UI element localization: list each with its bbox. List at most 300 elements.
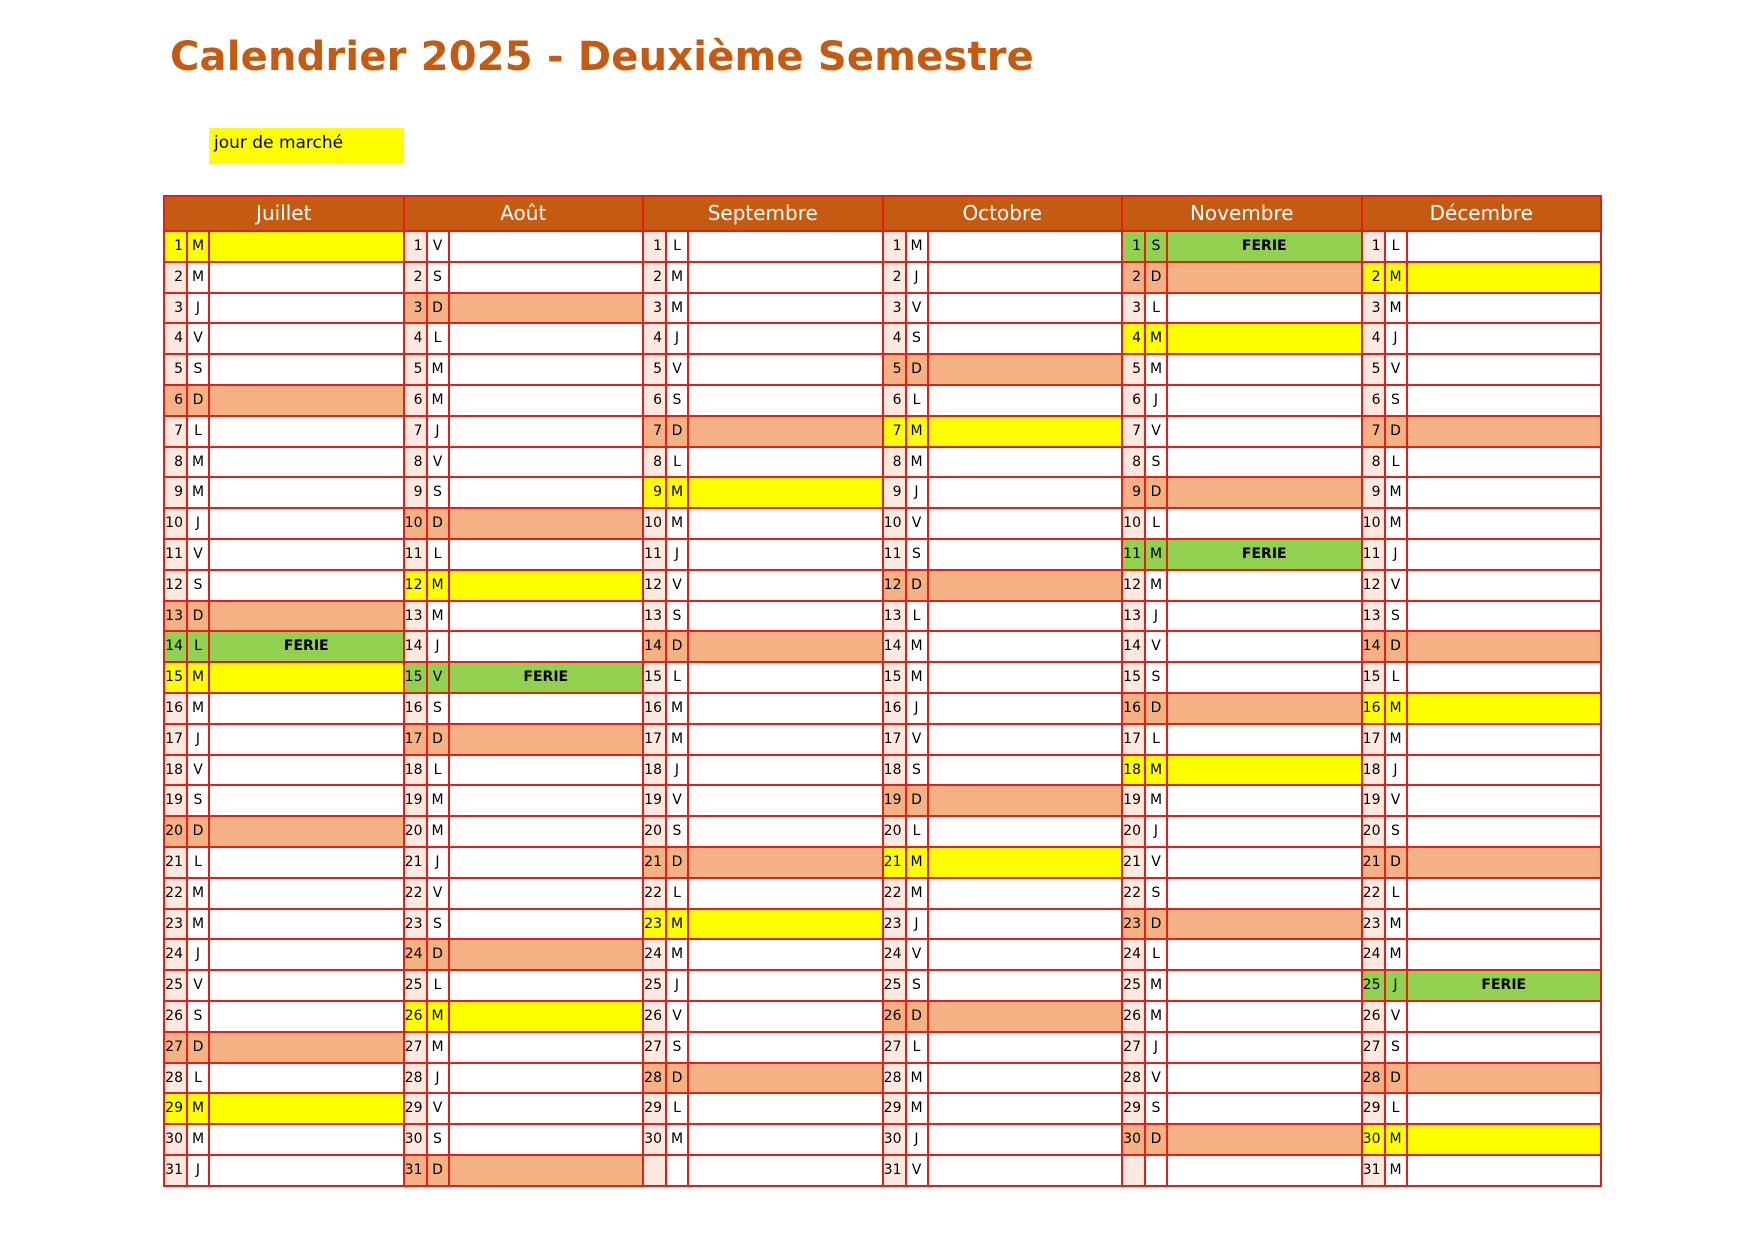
day-row[interactable] bbox=[1363, 786, 1603, 817]
day-note[interactable]: FERIE bbox=[1168, 232, 1363, 261]
day-note[interactable] bbox=[450, 632, 645, 661]
day-note[interactable] bbox=[1408, 324, 1603, 353]
day-note[interactable] bbox=[689, 1156, 884, 1185]
day-note[interactable] bbox=[689, 509, 884, 538]
day-row[interactable] bbox=[1363, 910, 1603, 941]
day-row[interactable] bbox=[884, 1002, 1124, 1033]
day-row[interactable] bbox=[1363, 1064, 1603, 1095]
day-row[interactable] bbox=[405, 879, 645, 910]
day-row[interactable] bbox=[165, 1094, 405, 1125]
day-note[interactable] bbox=[1168, 910, 1363, 939]
day-note[interactable] bbox=[1408, 1094, 1603, 1123]
day-note[interactable] bbox=[1168, 940, 1363, 969]
day-note[interactable] bbox=[450, 694, 645, 723]
day-note[interactable] bbox=[210, 417, 405, 446]
day-row[interactable] bbox=[1363, 632, 1603, 663]
day-row[interactable] bbox=[165, 355, 405, 386]
day-row[interactable] bbox=[1123, 725, 1363, 756]
day-row[interactable] bbox=[1123, 848, 1363, 879]
day-row[interactable] bbox=[1123, 879, 1363, 910]
day-note[interactable] bbox=[1408, 940, 1603, 969]
day-note[interactable] bbox=[689, 324, 884, 353]
day-note[interactable] bbox=[1408, 478, 1603, 507]
day-note[interactable] bbox=[210, 848, 405, 877]
day-row[interactable] bbox=[644, 478, 884, 509]
day-note[interactable] bbox=[929, 294, 1124, 323]
day-note[interactable] bbox=[1168, 417, 1363, 446]
day-row[interactable] bbox=[644, 1064, 884, 1095]
day-note[interactable] bbox=[929, 1064, 1124, 1093]
day-note[interactable] bbox=[450, 571, 645, 600]
day-note[interactable] bbox=[450, 1125, 645, 1154]
day-note[interactable] bbox=[1168, 386, 1363, 415]
day-note[interactable] bbox=[450, 602, 645, 631]
day-note[interactable] bbox=[929, 355, 1124, 384]
day-row[interactable] bbox=[644, 417, 884, 448]
day-row[interactable] bbox=[884, 602, 1124, 633]
day-note[interactable] bbox=[210, 694, 405, 723]
day-note[interactable] bbox=[1168, 1156, 1363, 1185]
day-note[interactable] bbox=[1168, 571, 1363, 600]
day-note[interactable] bbox=[1168, 879, 1363, 908]
day-row[interactable] bbox=[884, 940, 1124, 971]
day-row[interactable] bbox=[884, 355, 1124, 386]
day-note[interactable] bbox=[450, 540, 645, 569]
day-note[interactable] bbox=[929, 632, 1124, 661]
day-row[interactable] bbox=[1123, 509, 1363, 540]
day-row[interactable] bbox=[1123, 817, 1363, 848]
day-note[interactable] bbox=[450, 1064, 645, 1093]
day-note[interactable] bbox=[929, 540, 1124, 569]
day-row[interactable] bbox=[1363, 1094, 1603, 1125]
day-row[interactable] bbox=[1123, 478, 1363, 509]
day-row[interactable] bbox=[405, 910, 645, 941]
day-row[interactable] bbox=[405, 756, 645, 787]
day-note[interactable] bbox=[450, 1094, 645, 1123]
day-note[interactable] bbox=[689, 632, 884, 661]
day-note[interactable] bbox=[1168, 632, 1363, 661]
day-note[interactable] bbox=[929, 971, 1124, 1000]
day-row[interactable] bbox=[884, 1156, 1124, 1187]
day-row[interactable] bbox=[884, 1094, 1124, 1125]
day-row[interactable] bbox=[1123, 1156, 1363, 1187]
day-row[interactable] bbox=[405, 232, 645, 263]
day-note[interactable] bbox=[929, 448, 1124, 477]
day-row[interactable] bbox=[884, 386, 1124, 417]
day-row[interactable] bbox=[165, 879, 405, 910]
day-row[interactable] bbox=[405, 355, 645, 386]
day-row[interactable] bbox=[405, 602, 645, 633]
day-row[interactable] bbox=[165, 632, 405, 663]
day-row[interactable] bbox=[644, 571, 884, 602]
day-row[interactable] bbox=[1123, 448, 1363, 479]
day-row[interactable] bbox=[1363, 509, 1603, 540]
day-row[interactable] bbox=[165, 1033, 405, 1064]
day-row[interactable] bbox=[1123, 1033, 1363, 1064]
day-row[interactable] bbox=[644, 386, 884, 417]
day-row[interactable] bbox=[405, 294, 645, 325]
day-row[interactable] bbox=[1123, 263, 1363, 294]
day-note[interactable] bbox=[450, 879, 645, 908]
day-note[interactable] bbox=[1408, 386, 1603, 415]
day-note[interactable]: FERIE bbox=[450, 663, 645, 692]
day-row[interactable] bbox=[884, 571, 1124, 602]
day-row[interactable] bbox=[1363, 355, 1603, 386]
day-note[interactable] bbox=[210, 1094, 405, 1123]
day-row[interactable] bbox=[1123, 756, 1363, 787]
day-note[interactable] bbox=[450, 1002, 645, 1031]
day-row[interactable] bbox=[884, 725, 1124, 756]
day-row[interactable] bbox=[884, 1033, 1124, 1064]
day-row[interactable] bbox=[644, 324, 884, 355]
day-row[interactable] bbox=[1123, 632, 1363, 663]
day-note[interactable] bbox=[210, 386, 405, 415]
day-row[interactable] bbox=[165, 232, 405, 263]
day-row[interactable] bbox=[644, 786, 884, 817]
day-row[interactable] bbox=[405, 1156, 645, 1187]
day-note[interactable] bbox=[1168, 971, 1363, 1000]
day-note[interactable] bbox=[1408, 663, 1603, 692]
day-note[interactable] bbox=[689, 417, 884, 446]
day-row[interactable] bbox=[405, 478, 645, 509]
day-note[interactable]: FERIE bbox=[210, 632, 405, 661]
day-note[interactable] bbox=[1168, 263, 1363, 292]
day-row[interactable] bbox=[1123, 540, 1363, 571]
day-note[interactable] bbox=[929, 725, 1124, 754]
day-row[interactable] bbox=[884, 694, 1124, 725]
day-row[interactable] bbox=[884, 263, 1124, 294]
day-row[interactable] bbox=[1123, 232, 1363, 263]
day-note[interactable] bbox=[1408, 694, 1603, 723]
day-row[interactable] bbox=[1363, 448, 1603, 479]
day-row[interactable] bbox=[165, 663, 405, 694]
day-row[interactable] bbox=[884, 324, 1124, 355]
day-row[interactable] bbox=[165, 694, 405, 725]
day-row[interactable] bbox=[1123, 940, 1363, 971]
day-row[interactable] bbox=[644, 756, 884, 787]
day-note[interactable]: FERIE bbox=[1168, 540, 1363, 569]
day-row[interactable] bbox=[884, 448, 1124, 479]
day-row[interactable] bbox=[165, 817, 405, 848]
day-note[interactable] bbox=[1168, 355, 1363, 384]
day-row[interactable] bbox=[884, 632, 1124, 663]
day-note[interactable] bbox=[1408, 571, 1603, 600]
day-note[interactable] bbox=[210, 1064, 405, 1093]
day-row[interactable] bbox=[165, 786, 405, 817]
day-note[interactable] bbox=[689, 386, 884, 415]
day-row[interactable] bbox=[884, 478, 1124, 509]
day-row[interactable] bbox=[1363, 417, 1603, 448]
day-note[interactable] bbox=[1408, 632, 1603, 661]
day-note[interactable] bbox=[1168, 602, 1363, 631]
day-row[interactable] bbox=[884, 971, 1124, 1002]
day-row[interactable] bbox=[644, 1094, 884, 1125]
day-row[interactable] bbox=[644, 540, 884, 571]
day-note[interactable] bbox=[689, 663, 884, 692]
day-row[interactable] bbox=[165, 1125, 405, 1156]
day-row[interactable] bbox=[165, 602, 405, 633]
day-row[interactable] bbox=[165, 1002, 405, 1033]
day-row[interactable] bbox=[1363, 571, 1603, 602]
day-row[interactable] bbox=[884, 509, 1124, 540]
day-note[interactable] bbox=[1408, 448, 1603, 477]
day-note[interactable] bbox=[689, 232, 884, 261]
day-note[interactable] bbox=[210, 448, 405, 477]
day-note[interactable] bbox=[210, 540, 405, 569]
day-note[interactable] bbox=[210, 663, 405, 692]
day-note[interactable] bbox=[929, 1033, 1124, 1062]
day-note[interactable] bbox=[929, 386, 1124, 415]
day-row[interactable] bbox=[1123, 1125, 1363, 1156]
day-note[interactable] bbox=[210, 1125, 405, 1154]
day-note[interactable] bbox=[210, 1033, 405, 1062]
day-note[interactable] bbox=[929, 756, 1124, 785]
day-row[interactable] bbox=[165, 725, 405, 756]
day-row[interactable] bbox=[165, 417, 405, 448]
day-row[interactable] bbox=[644, 232, 884, 263]
day-note[interactable] bbox=[1408, 786, 1603, 815]
day-row[interactable] bbox=[1363, 294, 1603, 325]
day-note[interactable] bbox=[450, 940, 645, 969]
day-row[interactable] bbox=[405, 386, 645, 417]
day-note[interactable] bbox=[1408, 910, 1603, 939]
day-row[interactable] bbox=[884, 817, 1124, 848]
day-note[interactable] bbox=[210, 294, 405, 323]
day-row[interactable] bbox=[1363, 1033, 1603, 1064]
day-row[interactable] bbox=[644, 971, 884, 1002]
day-note[interactable] bbox=[210, 971, 405, 1000]
day-row[interactable] bbox=[165, 1064, 405, 1095]
day-row[interactable] bbox=[405, 848, 645, 879]
day-row[interactable] bbox=[405, 448, 645, 479]
day-note[interactable] bbox=[210, 1002, 405, 1031]
day-note[interactable] bbox=[689, 602, 884, 631]
day-row[interactable] bbox=[165, 386, 405, 417]
day-row[interactable] bbox=[644, 294, 884, 325]
day-note[interactable] bbox=[689, 478, 884, 507]
day-row[interactable] bbox=[165, 971, 405, 1002]
day-note[interactable] bbox=[210, 817, 405, 846]
day-note[interactable] bbox=[450, 355, 645, 384]
day-note[interactable] bbox=[1168, 478, 1363, 507]
day-row[interactable] bbox=[884, 232, 1124, 263]
day-note[interactable] bbox=[1408, 725, 1603, 754]
day-row[interactable] bbox=[405, 1125, 645, 1156]
day-row[interactable] bbox=[644, 940, 884, 971]
day-note[interactable] bbox=[689, 355, 884, 384]
day-note[interactable] bbox=[929, 879, 1124, 908]
day-note[interactable] bbox=[929, 1125, 1124, 1154]
day-row[interactable] bbox=[1363, 1002, 1603, 1033]
day-row[interactable] bbox=[405, 1002, 645, 1033]
day-row[interactable] bbox=[644, 910, 884, 941]
day-row[interactable] bbox=[1363, 478, 1603, 509]
day-note[interactable] bbox=[929, 232, 1124, 261]
day-row[interactable] bbox=[644, 509, 884, 540]
day-note[interactable] bbox=[689, 1064, 884, 1093]
day-note[interactable] bbox=[450, 324, 645, 353]
day-row[interactable] bbox=[1363, 602, 1603, 633]
day-row[interactable] bbox=[644, 355, 884, 386]
day-note[interactable] bbox=[1168, 1094, 1363, 1123]
day-row[interactable] bbox=[405, 632, 645, 663]
day-note[interactable] bbox=[450, 386, 645, 415]
day-note[interactable] bbox=[689, 448, 884, 477]
day-note[interactable] bbox=[210, 232, 405, 261]
day-row[interactable] bbox=[165, 571, 405, 602]
day-note[interactable] bbox=[689, 263, 884, 292]
day-note[interactable] bbox=[929, 940, 1124, 969]
day-note[interactable] bbox=[1408, 879, 1603, 908]
day-row[interactable] bbox=[884, 879, 1124, 910]
day-note[interactable] bbox=[210, 786, 405, 815]
day-row[interactable] bbox=[405, 1033, 645, 1064]
day-row[interactable] bbox=[644, 694, 884, 725]
day-note[interactable] bbox=[1168, 663, 1363, 692]
day-note[interactable] bbox=[450, 848, 645, 877]
day-row[interactable] bbox=[644, 448, 884, 479]
day-row[interactable] bbox=[1123, 602, 1363, 633]
day-note[interactable] bbox=[210, 940, 405, 969]
day-note[interactable] bbox=[210, 571, 405, 600]
day-note[interactable] bbox=[929, 1094, 1124, 1123]
day-note[interactable] bbox=[1168, 509, 1363, 538]
day-row[interactable] bbox=[1123, 1064, 1363, 1095]
day-row[interactable] bbox=[1123, 294, 1363, 325]
day-row[interactable] bbox=[165, 848, 405, 879]
day-note[interactable] bbox=[210, 725, 405, 754]
day-row[interactable] bbox=[1123, 417, 1363, 448]
day-note[interactable] bbox=[689, 756, 884, 785]
day-row[interactable] bbox=[644, 1156, 884, 1187]
day-note[interactable] bbox=[1408, 1002, 1603, 1031]
day-row[interactable] bbox=[644, 725, 884, 756]
day-note[interactable] bbox=[450, 294, 645, 323]
day-note[interactable] bbox=[689, 1002, 884, 1031]
day-row[interactable] bbox=[405, 786, 645, 817]
day-row[interactable] bbox=[884, 848, 1124, 879]
day-note[interactable] bbox=[210, 263, 405, 292]
day-row[interactable] bbox=[1363, 971, 1603, 1002]
day-note[interactable] bbox=[689, 786, 884, 815]
day-note[interactable] bbox=[689, 725, 884, 754]
day-note[interactable] bbox=[689, 817, 884, 846]
day-note[interactable] bbox=[1408, 1156, 1603, 1185]
day-row[interactable] bbox=[165, 448, 405, 479]
day-row[interactable] bbox=[1363, 1125, 1603, 1156]
day-row[interactable] bbox=[644, 1002, 884, 1033]
day-note[interactable] bbox=[1408, 509, 1603, 538]
day-row[interactable] bbox=[1363, 848, 1603, 879]
day-row[interactable] bbox=[405, 263, 645, 294]
day-note[interactable] bbox=[1168, 725, 1363, 754]
day-note[interactable] bbox=[1408, 1064, 1603, 1093]
day-row[interactable] bbox=[644, 817, 884, 848]
day-note[interactable] bbox=[450, 417, 645, 446]
day-note[interactable] bbox=[450, 263, 645, 292]
day-row[interactable] bbox=[1363, 263, 1603, 294]
day-row[interactable] bbox=[644, 602, 884, 633]
day-row[interactable] bbox=[1123, 1002, 1363, 1033]
day-note[interactable] bbox=[1408, 602, 1603, 631]
day-note[interactable] bbox=[1408, 355, 1603, 384]
day-note[interactable] bbox=[1408, 232, 1603, 261]
day-row[interactable] bbox=[1123, 324, 1363, 355]
day-row[interactable] bbox=[405, 417, 645, 448]
day-row[interactable] bbox=[405, 694, 645, 725]
day-row[interactable] bbox=[1123, 786, 1363, 817]
day-note[interactable] bbox=[450, 725, 645, 754]
day-row[interactable] bbox=[405, 1064, 645, 1095]
day-note[interactable] bbox=[689, 1094, 884, 1123]
day-note[interactable] bbox=[450, 448, 645, 477]
day-row[interactable] bbox=[1363, 694, 1603, 725]
day-note[interactable] bbox=[689, 879, 884, 908]
day-note[interactable] bbox=[689, 971, 884, 1000]
day-note[interactable] bbox=[929, 786, 1124, 815]
day-note[interactable] bbox=[210, 756, 405, 785]
day-row[interactable] bbox=[405, 1094, 645, 1125]
day-row[interactable] bbox=[1363, 1156, 1603, 1187]
day-row[interactable] bbox=[165, 324, 405, 355]
day-row[interactable] bbox=[165, 940, 405, 971]
day-note[interactable] bbox=[450, 910, 645, 939]
day-note[interactable] bbox=[210, 910, 405, 939]
day-note[interactable]: FERIE bbox=[1408, 971, 1603, 1000]
day-note[interactable] bbox=[929, 509, 1124, 538]
day-row[interactable] bbox=[405, 509, 645, 540]
day-note[interactable] bbox=[1168, 1064, 1363, 1093]
day-row[interactable] bbox=[405, 324, 645, 355]
day-row[interactable] bbox=[884, 294, 1124, 325]
day-note[interactable] bbox=[929, 1002, 1124, 1031]
day-row[interactable] bbox=[644, 848, 884, 879]
day-row[interactable] bbox=[1363, 817, 1603, 848]
day-note[interactable] bbox=[689, 571, 884, 600]
day-row[interactable] bbox=[1123, 694, 1363, 725]
day-note[interactable] bbox=[689, 540, 884, 569]
day-row[interactable] bbox=[165, 910, 405, 941]
day-row[interactable] bbox=[165, 756, 405, 787]
day-note[interactable] bbox=[450, 971, 645, 1000]
day-note[interactable] bbox=[1168, 694, 1363, 723]
day-note[interactable] bbox=[210, 1156, 405, 1185]
day-note[interactable] bbox=[929, 417, 1124, 446]
day-note[interactable] bbox=[929, 910, 1124, 939]
day-note[interactable] bbox=[1408, 1125, 1603, 1154]
day-row[interactable] bbox=[165, 294, 405, 325]
day-note[interactable] bbox=[929, 1156, 1124, 1185]
day-row[interactable] bbox=[644, 663, 884, 694]
day-note[interactable] bbox=[210, 478, 405, 507]
day-note[interactable] bbox=[1408, 263, 1603, 292]
day-row[interactable] bbox=[1363, 386, 1603, 417]
day-note[interactable] bbox=[689, 848, 884, 877]
day-row[interactable] bbox=[1123, 910, 1363, 941]
day-note[interactable] bbox=[1168, 1033, 1363, 1062]
day-row[interactable] bbox=[1123, 355, 1363, 386]
day-row[interactable] bbox=[165, 478, 405, 509]
day-note[interactable] bbox=[689, 1033, 884, 1062]
day-note[interactable] bbox=[450, 756, 645, 785]
day-note[interactable] bbox=[210, 355, 405, 384]
day-row[interactable] bbox=[1123, 971, 1363, 1002]
day-row[interactable] bbox=[644, 1125, 884, 1156]
day-note[interactable] bbox=[1168, 817, 1363, 846]
day-note[interactable] bbox=[1168, 294, 1363, 323]
day-row[interactable] bbox=[165, 509, 405, 540]
day-note[interactable] bbox=[689, 694, 884, 723]
